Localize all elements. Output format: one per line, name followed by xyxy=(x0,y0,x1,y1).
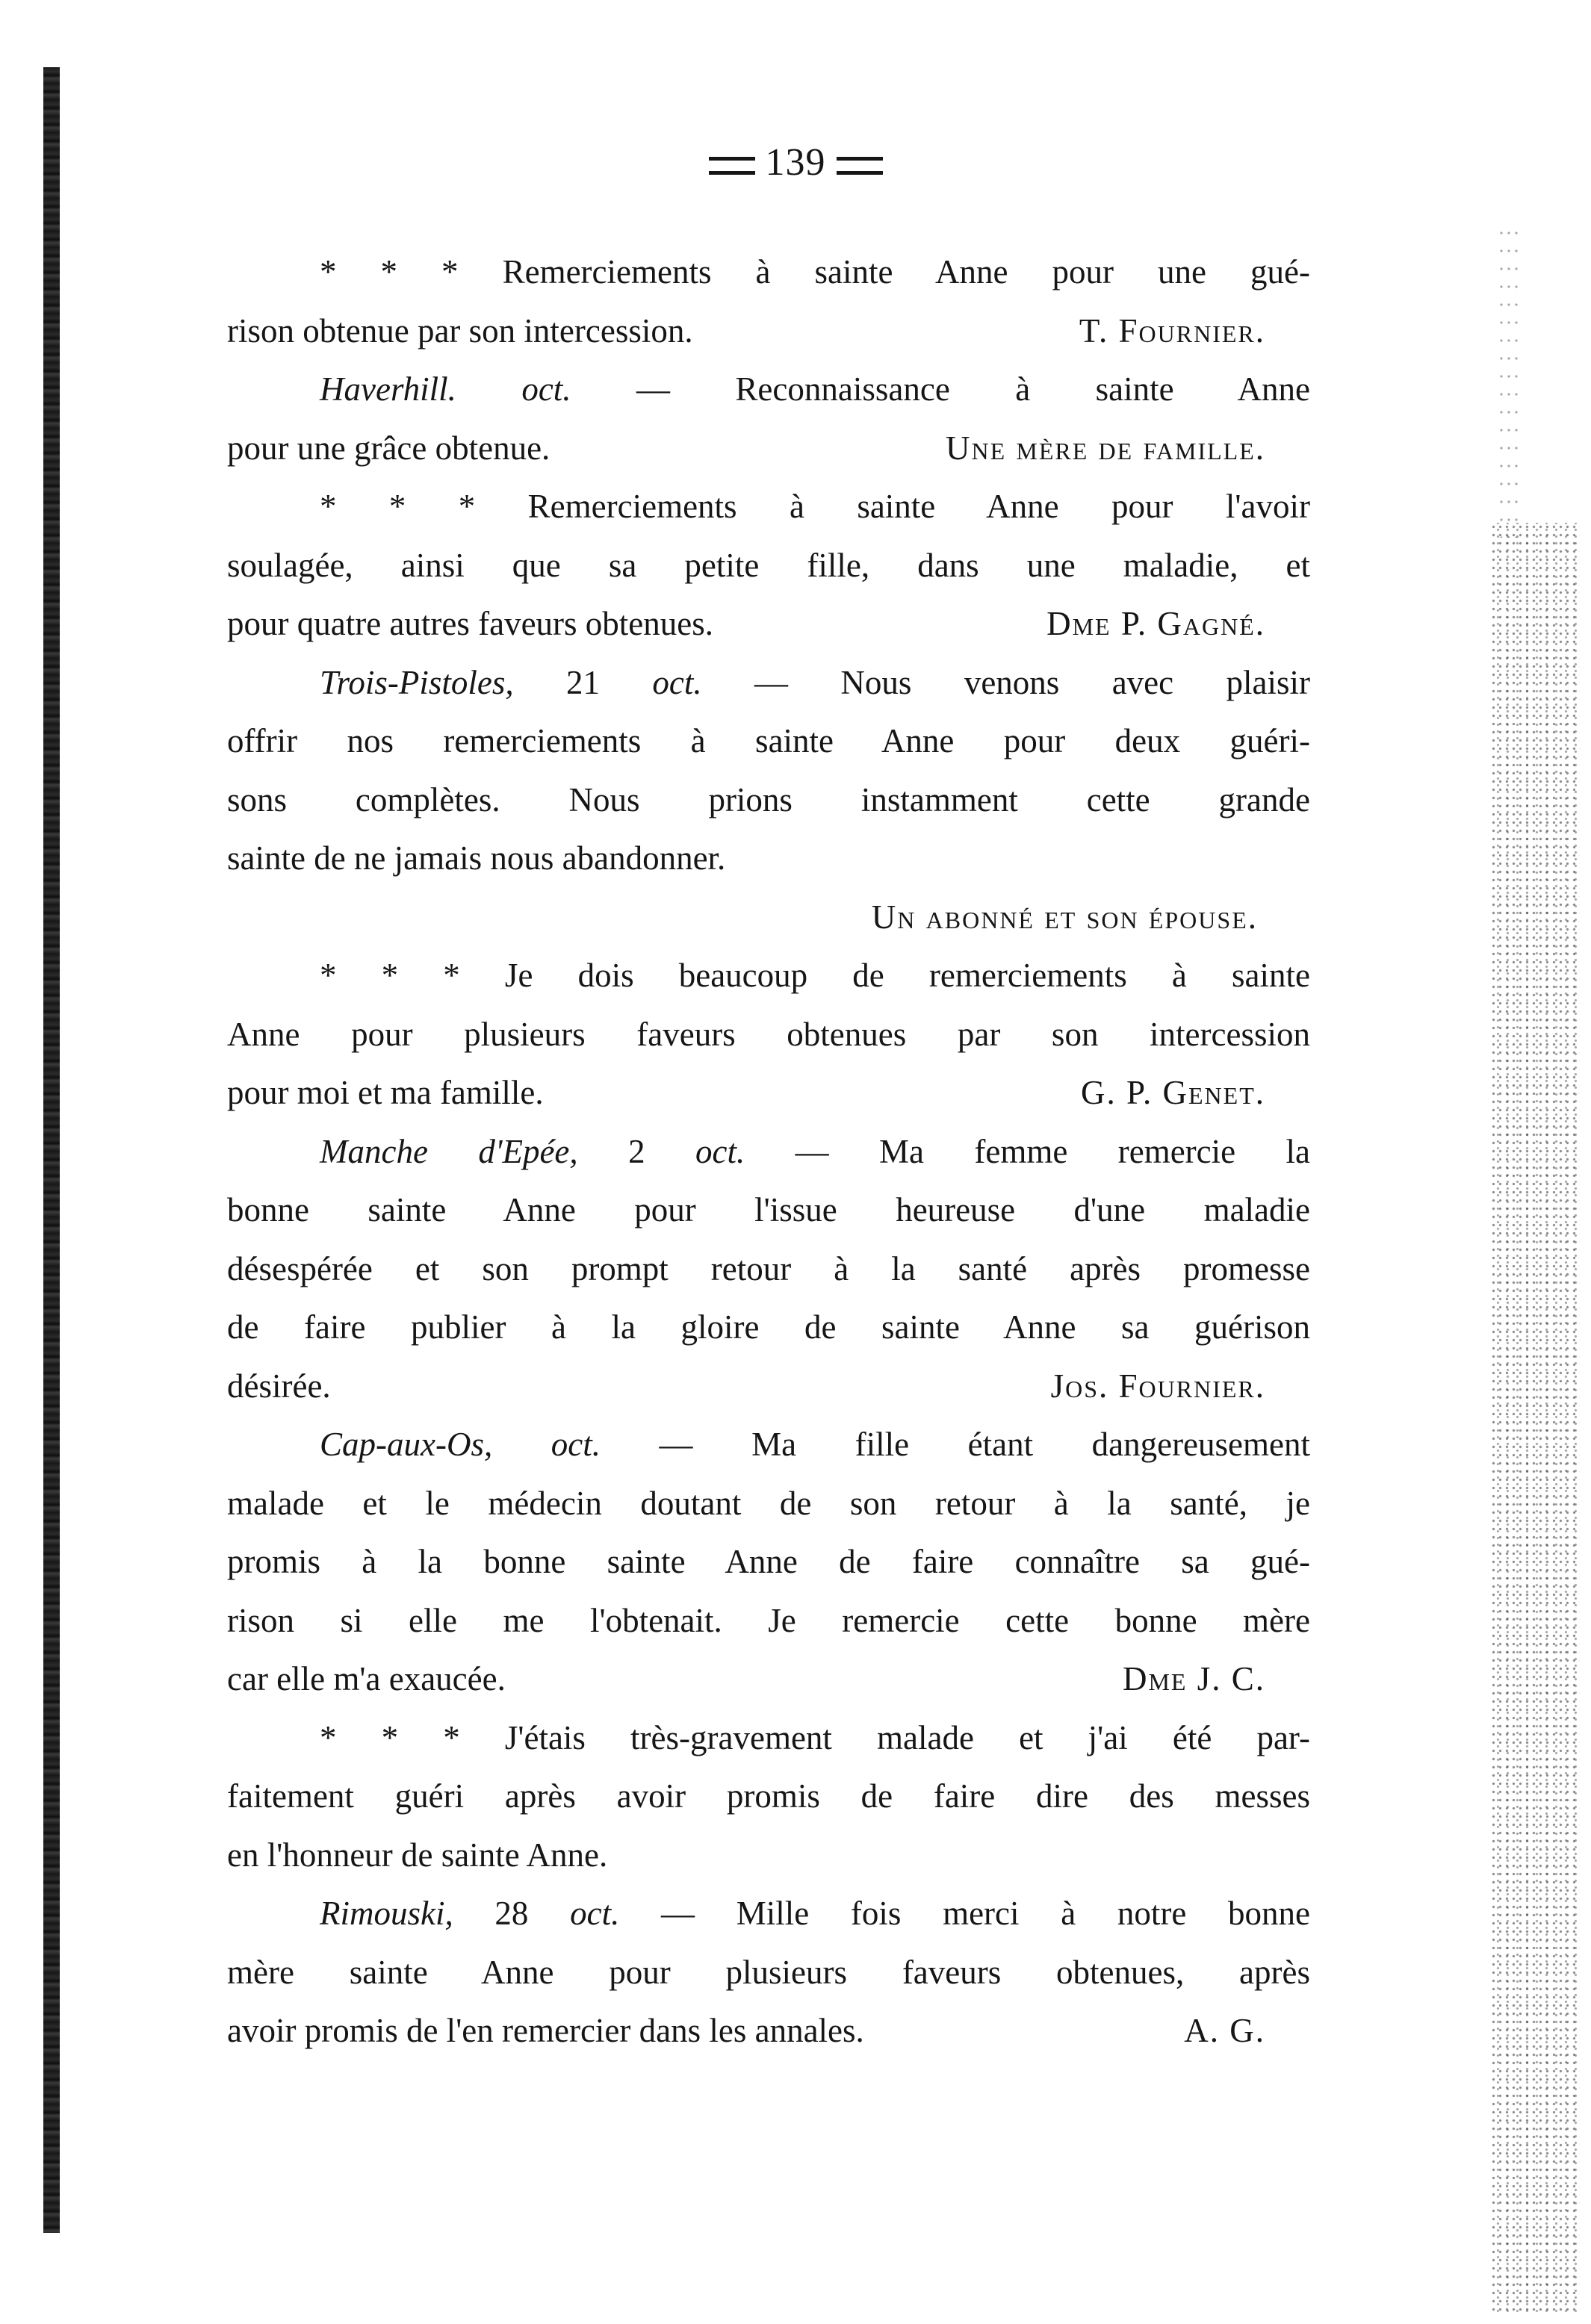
entry-5-line-1: * * * Je dois beaucoup de remerciements à sainte xyxy=(320,957,1310,994)
page-number-header xyxy=(0,140,1591,184)
signature-dme-p-gagne: Dme P. Gagné. xyxy=(1046,605,1265,642)
signature-t-fournier: T. Fournier. xyxy=(1079,311,1265,349)
entry-3-line-3: pour quatre autres faveurs obtenues. Dme P. Gagné. xyxy=(227,594,1310,653)
signature-une-mere-de-famille: Une mère de famille. xyxy=(946,429,1265,467)
right-binding-edge-top xyxy=(1498,224,1520,538)
entry-9-line-1: Rimouski, 28 oct. — Mille fois merci à notre bonne xyxy=(320,1895,1310,1932)
entry-7-line-3: promis à la bonne sainte Anne de faire connaître sa gué- xyxy=(227,1543,1310,1580)
right-ornament xyxy=(837,157,883,175)
entry-5-line-2: Anne pour plusieurs faveurs obtenues par son intercession xyxy=(227,1015,1310,1053)
entry-4-line-4: sainte de ne jamais nous abandonner. xyxy=(227,839,726,877)
entry-4-line-2: offrir nos remerciements à sainte Anne pour deux guéri- xyxy=(227,722,1310,759)
entry-5-line-3: pour moi et ma famille. G. P. Genet. xyxy=(227,1063,1310,1122)
signature-dme-j-c: Dme J. C. xyxy=(1122,1660,1265,1697)
right-binding-edge xyxy=(1490,523,1580,2315)
entry-8-line-3: en l'honneur de sainte Anne. xyxy=(227,1836,608,1874)
entry-7-line-2: malade et le médecin doutant de son retour à la santé, je xyxy=(227,1484,1310,1522)
signature-un-abonne-et-son-epouse: Un abonné et son épouse. xyxy=(871,898,1258,936)
entry-6-line-4: de faire publier à la gloire de sainte Anne sa guérison xyxy=(227,1308,1310,1346)
entry-3-line-1: * * * Remerciements à sainte Anne pour l'avoir xyxy=(320,488,1310,525)
place-rimouski: Rimouski, xyxy=(320,1895,453,1932)
page-body xyxy=(227,243,1310,2060)
entry-4-line-3: sons complètes. Nous prions instamment cette grande xyxy=(227,780,1310,818)
entry-8-line-2: faitement guéri après avoir promis de faire dire des messes xyxy=(227,1777,1310,1815)
entry-9-line-2: mère sainte Anne pour plusieurs faveurs obtenues, après xyxy=(227,1953,1310,1991)
entry-6-line-1: Manche d'Epée, 2 oct. — Ma femme remercie la xyxy=(320,1132,1310,1170)
left-ornament xyxy=(709,157,755,175)
entry-2-line-2: pour une grâce obtenue. Une mère de famille. xyxy=(227,419,1310,478)
place-trois-pistoles: Trois-Pistoles, xyxy=(320,663,514,701)
entry-1-line-1: * * * Remerciements à sainte Anne pour une gué- xyxy=(320,253,1310,290)
entry-8-line-1: * * * J'étais très-gravement malade et j'ai été par- xyxy=(320,1718,1310,1756)
entry-6-line-5: désirée. Jos. Fournier. xyxy=(227,1357,1310,1416)
entry-6-line-3: désespérée et son prompt retour à la santé après promesse xyxy=(227,1249,1310,1287)
entry-3-line-2: soulagée, ainsi que sa petite fille, dans une maladie, et xyxy=(227,546,1310,584)
signature-g-p-genet: G. P. Genet. xyxy=(1080,1074,1265,1111)
entry-1-line-2: rison obtenue par son intercession. T. Fournier. xyxy=(227,302,1310,361)
entry-7-line-5: car elle m'a exaucée. Dme J. C. xyxy=(227,1650,1310,1709)
entry-7-line-1: Cap-aux-Os, oct. — Ma fille étant dangereusement xyxy=(320,1426,1310,1463)
signature-a-g: A. G. xyxy=(1184,2012,1265,2049)
place-cap-aux-os: Cap-aux-Os, oct. xyxy=(320,1426,601,1463)
place-manche-d-epee: Manche d'Epée, xyxy=(320,1132,578,1170)
entry-4-line-1: Trois-Pistoles, 21 oct. — Nous venons avec plaisir xyxy=(320,663,1310,701)
entry-9-line-3: avoir promis de l'en remercier dans les annales. A. G. xyxy=(227,2001,1310,2060)
entry-6-line-2: bonne sainte Anne pour l'issue heureuse d'une maladie xyxy=(227,1191,1310,1228)
place-haverhill: Haverhill. oct. xyxy=(320,370,571,408)
page-number: 139 xyxy=(765,141,826,184)
left-binding-edge xyxy=(43,67,60,2233)
entry-2-line-1: Haverhill. oct. — Reconnaissance à sainte Anne xyxy=(320,370,1310,408)
signature-jos-fournier: Jos. Fournier. xyxy=(1050,1367,1265,1405)
entry-7-line-4: rison si elle me l'obtenait. Je remercie cette bonne mère xyxy=(227,1601,1310,1639)
